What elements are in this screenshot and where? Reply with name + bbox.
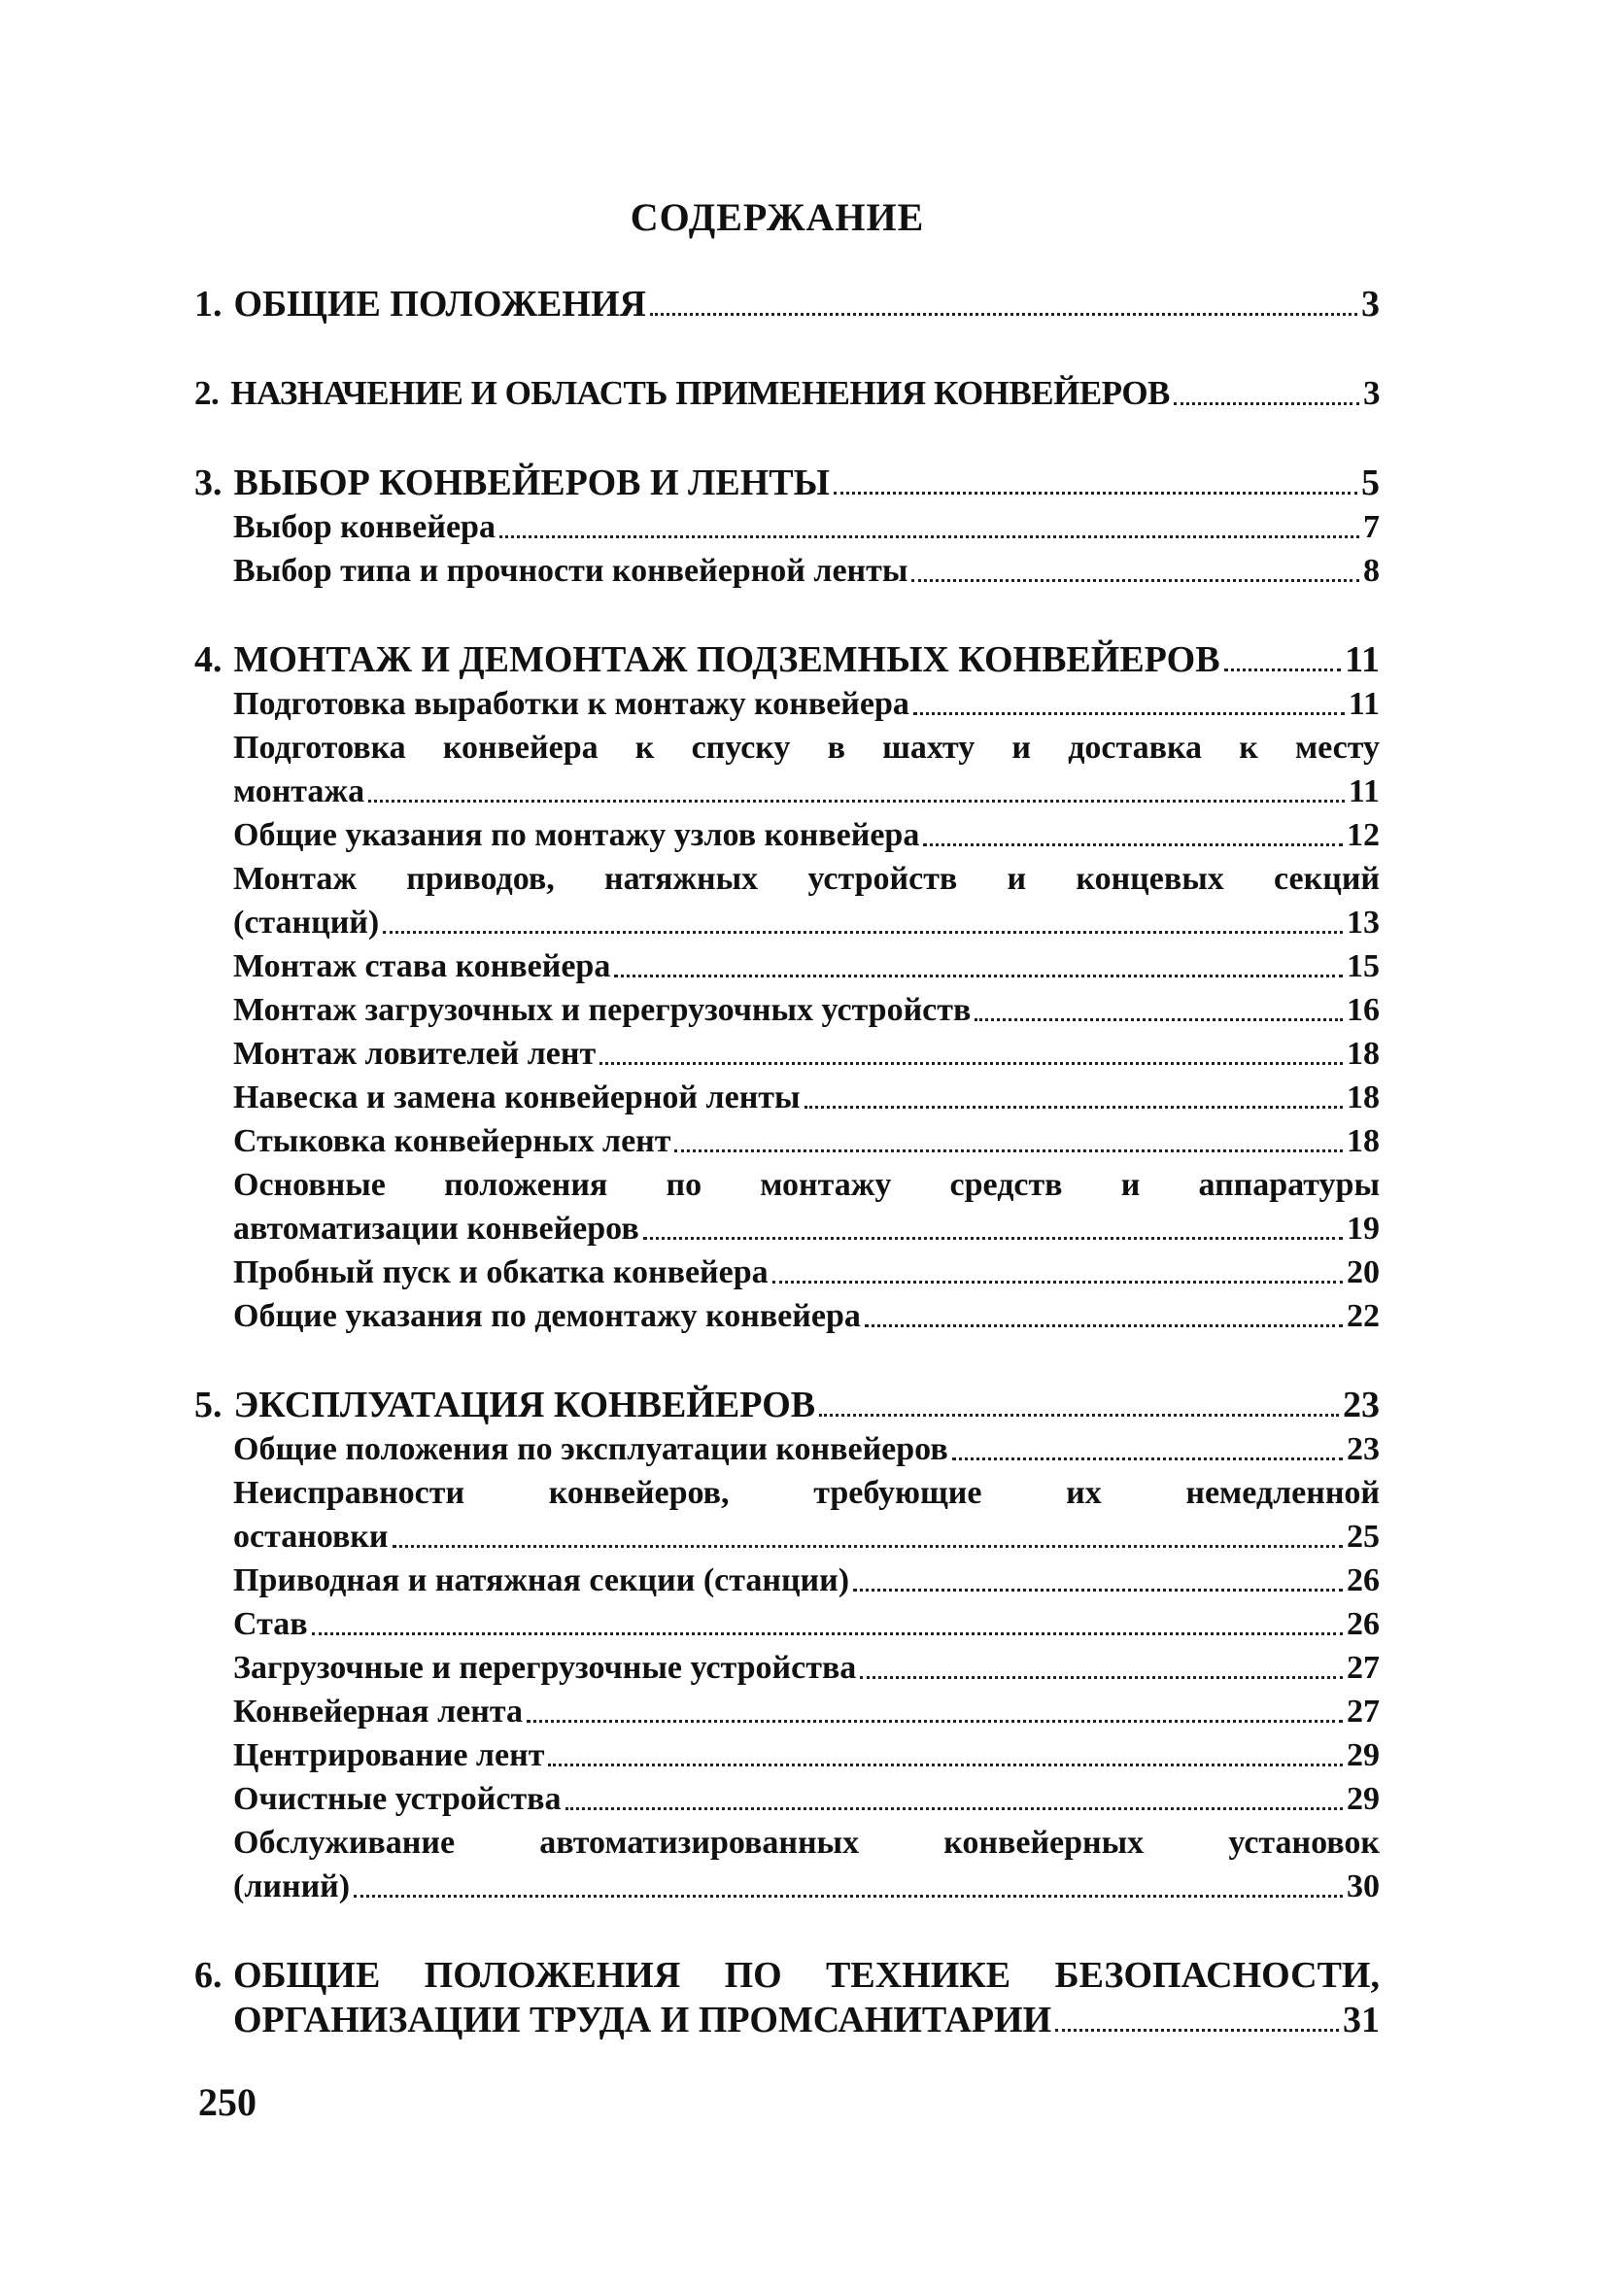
- toc-page-number: 3: [1363, 374, 1380, 412]
- toc-heading-text: ОБЩИЕ ПОЛОЖЕНИЯ: [233, 284, 646, 325]
- toc-page-number: 19: [1347, 1211, 1380, 1247]
- dot-leader: [1055, 2029, 1339, 2032]
- toc-entry-text: автоматизации конвейеров: [233, 1211, 639, 1247]
- toc-heading[interactable]: [194, 637, 1380, 682]
- toc-page-number: 18: [1347, 1036, 1380, 1072]
- toc-page-number: 11: [1348, 686, 1380, 722]
- toc-entry[interactable]: [233, 1119, 1380, 1163]
- toc-entry[interactable]: [233, 1207, 1380, 1251]
- toc-entry-text: Монтаж ловителей лент: [233, 1036, 597, 1072]
- toc-entry[interactable]: [233, 1690, 1380, 1733]
- toc-entry-text: монтажа: [233, 773, 365, 809]
- toc-entry[interactable]: [233, 1515, 1380, 1559]
- toc-page-number: 5: [1361, 463, 1380, 503]
- toc-entry-first-line[interactable]: Монтаж приводов, натяжных устройств и концевых секций: [233, 861, 1380, 897]
- toc-entry-text: Навеска и замена конвейерной ленты: [233, 1079, 801, 1115]
- dot-leader: [975, 1018, 1343, 1021]
- toc-entry-text: Стыковка конвейерных лент: [233, 1123, 671, 1159]
- toc-page-number: 11: [1345, 639, 1380, 680]
- toc-page-number: 18: [1347, 1079, 1380, 1115]
- toc-heading[interactable]: [194, 282, 1380, 326]
- toc-page-number: 12: [1347, 817, 1380, 853]
- toc-page-number: 3: [1361, 284, 1380, 325]
- toc-page-number: 7: [1363, 509, 1380, 545]
- toc-page-number: 18: [1347, 1123, 1380, 1159]
- toc-entry[interactable]: [233, 1032, 1380, 1076]
- dot-leader: [913, 712, 1345, 715]
- toc-heading-number: 3.: [194, 463, 223, 503]
- toc-section: [194, 282, 1380, 326]
- toc-page-number: 29: [1347, 1781, 1380, 1817]
- dot-leader: [527, 1720, 1343, 1723]
- toc-heading-number: 5.: [194, 1385, 223, 1425]
- toc-entry-text: Конвейерная лента: [233, 1694, 523, 1730]
- dot-leader: [599, 1062, 1343, 1065]
- dot-leader: [393, 1545, 1344, 1548]
- toc-entry[interactable]: [233, 505, 1380, 549]
- dot-leader: [923, 843, 1343, 846]
- dot-leader: [865, 1324, 1343, 1327]
- toc-heading[interactable]: [194, 461, 1380, 505]
- toc-page-number: 27: [1347, 1650, 1380, 1686]
- toc-entry[interactable]: [233, 1076, 1380, 1119]
- toc-page-number: 15: [1347, 948, 1380, 984]
- toc-subentries: [194, 1427, 1380, 1908]
- dot-leader: [834, 492, 1357, 495]
- toc-entry[interactable]: [233, 1646, 1380, 1690]
- toc-page-number: 25: [1347, 1519, 1380, 1555]
- toc-entry-text: (линий): [233, 1868, 351, 1904]
- toc-page-number: 22: [1347, 1298, 1380, 1334]
- dot-leader: [312, 1632, 1343, 1635]
- dot-leader: [643, 1237, 1343, 1240]
- toc-entry[interactable]: [233, 988, 1380, 1032]
- toc-section: [194, 461, 1380, 593]
- toc-entry-first-line[interactable]: Основные положения по монтажу средств и аппаратуры: [233, 1167, 1380, 1203]
- toc-page-number: 31: [1343, 2000, 1380, 2040]
- dot-leader: [614, 975, 1343, 977]
- toc-entry-text: Став: [233, 1606, 308, 1642]
- toc-page-number: 8: [1363, 553, 1380, 589]
- toc-heading-number: 2.: [194, 374, 220, 412]
- toc-section: [194, 637, 1380, 1338]
- dot-leader: [383, 931, 1343, 934]
- page-number: 250: [198, 2080, 257, 2124]
- toc-entry[interactable]: [233, 1777, 1380, 1821]
- toc-entry[interactable]: [233, 1865, 1380, 1908]
- toc-heading-number: 6.: [194, 1955, 223, 1996]
- toc-page-number: 29: [1347, 1737, 1380, 1773]
- toc-heading[interactable]: [194, 371, 1380, 416]
- toc-page-number: 20: [1347, 1254, 1380, 1290]
- toc-entry-text: Общие положения по эксплуатации конвейеров: [233, 1431, 948, 1467]
- toc-entry-first-line[interactable]: Обслуживание автоматизированных конвейерных установок: [233, 1825, 1380, 1861]
- toc-entry-text: остановки: [233, 1519, 389, 1555]
- toc-subentries: [194, 682, 1380, 1338]
- toc-page-number: 23: [1347, 1431, 1380, 1467]
- page-title: СОДЕРЖАНИЕ: [630, 195, 925, 239]
- dot-leader: [565, 1807, 1343, 1810]
- toc-heading[interactable]: [194, 1998, 1380, 2042]
- table-of-contents: [194, 282, 1380, 2087]
- toc-entry[interactable]: [233, 901, 1380, 944]
- toc-page-number: 11: [1348, 773, 1380, 809]
- toc-entry-first-line[interactable]: Неисправности конвейеров, требующие их немедленной: [233, 1475, 1380, 1511]
- toc-entry-text: Загрузочные и перегрузочные устройства: [233, 1650, 857, 1686]
- toc-heading-text: МОНТАЖ И ДЕМОНТАЖ ПОДЗЕМНЫХ КОНВЕЙЕРОВ: [233, 639, 1220, 680]
- dot-leader: [772, 1281, 1343, 1284]
- dot-leader: [804, 1106, 1343, 1109]
- dot-leader: [819, 1414, 1339, 1417]
- toc-entry-text: Выбор конвейера: [233, 509, 496, 545]
- toc-page-number: 27: [1347, 1694, 1380, 1730]
- toc-heading-text: ОБЩИЕ ПОЛОЖЕНИЯ ПО ТЕХНИКЕ БЕЗОПАСНОСТИ,: [233, 1955, 1380, 1996]
- toc-page-number: 26: [1347, 1562, 1380, 1598]
- toc-entry[interactable]: [233, 1602, 1380, 1646]
- toc-entry[interactable]: [233, 1251, 1380, 1294]
- dot-leader: [911, 579, 1359, 582]
- toc-page-number: 26: [1347, 1606, 1380, 1642]
- toc-page-number: 30: [1347, 1868, 1380, 1904]
- toc-entry-first-line[interactable]: Подготовка конвейера к спуску в шахту и доставка к месту: [233, 730, 1380, 766]
- toc-heading-text: ОРГАНИЗАЦИИ ТРУДА И ПРОМСАНИТАРИИ: [233, 2000, 1052, 2040]
- toc-entry[interactable]: [233, 770, 1380, 813]
- dot-leader: [548, 1764, 1343, 1766]
- toc-entry[interactable]: [233, 1733, 1380, 1777]
- toc-entry-text: Монтаж става конвейера: [233, 948, 611, 984]
- dot-leader: [1174, 402, 1359, 405]
- toc-entry-text: Общие указания по монтажу узлов конвейера: [233, 817, 920, 853]
- toc-entry-text: Общие указания по демонтажу конвейера: [233, 1298, 861, 1334]
- toc-entry[interactable]: [233, 944, 1380, 988]
- toc-heading-first-line[interactable]: [194, 1953, 1380, 1998]
- dot-leader: [674, 1149, 1343, 1152]
- toc-subentries: [194, 505, 1380, 593]
- dot-leader: [354, 1895, 1343, 1898]
- toc-heading-text: НАЗНАЧЕНИЕ И ОБЛАСТЬ ПРИМЕНЕНИЯ КОНВЕЙЕРОВ: [230, 374, 1170, 412]
- toc-entry[interactable]: [233, 1559, 1380, 1602]
- toc-section: [194, 371, 1380, 416]
- toc-entry[interactable]: [233, 1294, 1380, 1338]
- toc-section: [194, 1953, 1380, 2042]
- toc-section: [194, 1383, 1380, 1908]
- toc-entry-text: Центрирование лент: [233, 1737, 545, 1773]
- toc-entry-text: Приводная и натяжная секции (станции): [233, 1562, 850, 1598]
- toc-entry-text: Подготовка выработки к монтажу конвейера: [233, 686, 909, 722]
- dot-leader: [368, 800, 1345, 803]
- toc-entry-text: Очистные устройства: [233, 1781, 562, 1817]
- toc-page-number: 23: [1343, 1385, 1380, 1425]
- toc-entry[interactable]: [233, 682, 1380, 726]
- toc-entry-text: Выбор типа и прочности конвейерной ленты: [233, 553, 908, 589]
- toc-heading-text: ВЫБОР КОНВЕЙЕРОВ И ЛЕНТЫ: [233, 463, 830, 503]
- dot-leader: [860, 1676, 1343, 1679]
- toc-heading-number: 1.: [194, 284, 223, 325]
- toc-entry-text: Пробный пуск и обкатка конвейера: [233, 1254, 769, 1290]
- toc-page-number: 16: [1347, 992, 1380, 1028]
- toc-entry[interactable]: [233, 549, 1380, 593]
- dot-leader: [499, 535, 1359, 538]
- toc-heading-text: ЭКСПЛУАТАЦИЯ КОНВЕЙЕРОВ: [233, 1385, 816, 1425]
- toc-entry[interactable]: [233, 1427, 1380, 1471]
- dot-leader: [952, 1457, 1343, 1460]
- toc-entry-text: Монтаж загрузочных и перегрузочных устройств: [233, 992, 972, 1028]
- toc-entry[interactable]: [233, 813, 1380, 857]
- toc-entry-text: (станций): [233, 905, 380, 941]
- toc-heading-number: 4.: [194, 639, 223, 680]
- toc-page-number: 13: [1347, 905, 1380, 941]
- dot-leader: [1224, 668, 1342, 671]
- dot-leader: [650, 313, 1357, 316]
- toc-heading[interactable]: [194, 1383, 1380, 1427]
- dot-leader: [853, 1589, 1343, 1592]
